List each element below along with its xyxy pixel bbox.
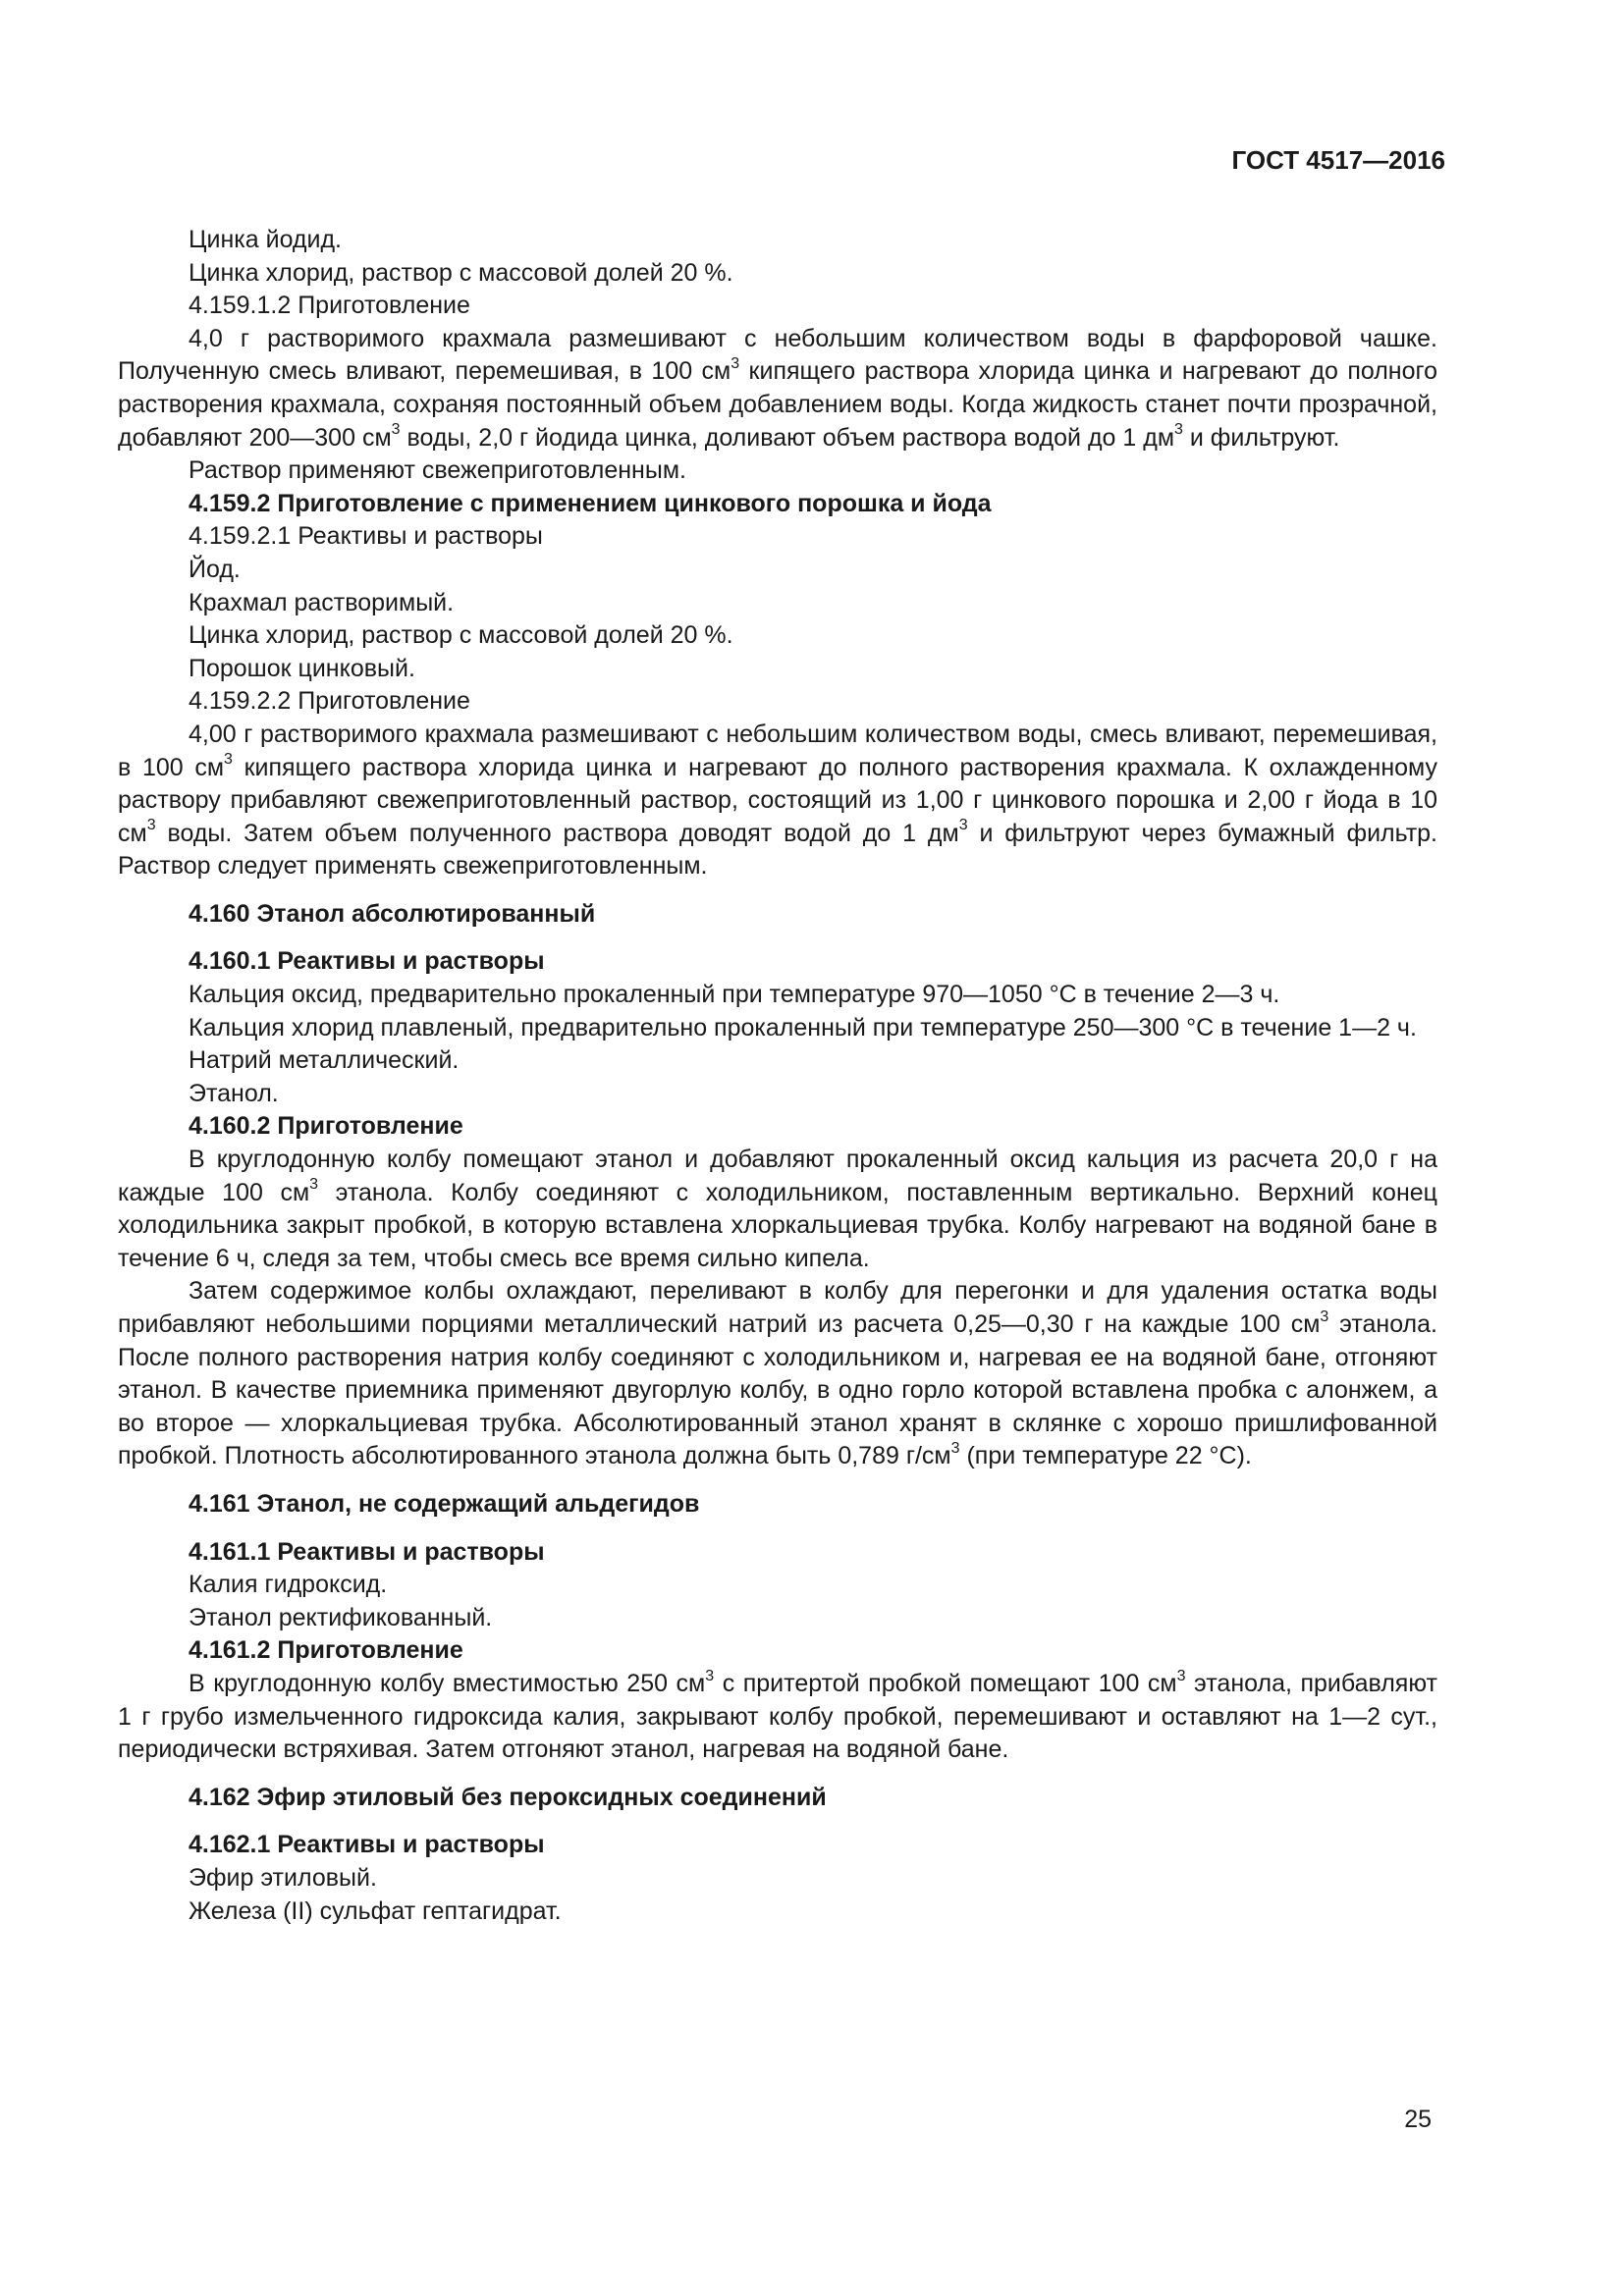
document-body <box>118 224 1437 1928</box>
text-line: Цинка хлорид, раствор с массовой долей 20 %. <box>189 258 733 287</box>
paragraph: В круглодонную колбу помещают этанол и добавляют прокаленный оксид кальция из расчета 20,0 г на каждые 100 $см^3$ этанола. Колбу соединяют с холодильником, поставленным вертикально. Верхний конец холодильника закрыт пробкой, в которую вставлена хлоркальциевая трубка. Колбу нагревают на водяной бане в течение 6 ч, следя за тем, чтобы смесь все время сильно кипела. <box>118 1146 1437 1272</box>
subsection-heading: 4.160.1 Реактивы и растворы <box>189 947 545 976</box>
paragraph: Затем содержимое колбы охлаждают, переливают в колбу для перегонки и для удаления остатка воды прибавляют небольшими порциями металлический натрий из расчета 0,25—0,30 г на каждые 100 $см^3$ этанола. После полного растворения натрия колбу соединяют с холодильником и, нагревая ее на водяной бане, отгоняют этанол. В качестве приемника применяют двугорлую колбу, в одно горло которой вставлена пробка с алонжем, а во второе — хлоркальциевая трубка. Абсолютированный этанол хранят в склянке с хорошо пришлифованной пробкой. Плотность абсолютированного этанола должна быть 0,789 $г/см^3$ (при температуре 22 °С). <box>118 1277 1437 1470</box>
document-code: ГОСТ 4517—2016 <box>1231 145 1445 175</box>
section-heading: 4.161 Этанол, не содержащий альдегидов <box>189 1489 700 1518</box>
text-line: Эфир этиловый. <box>189 1863 377 1892</box>
text-line: Порошок цинковый. <box>189 654 415 682</box>
text-line: Этанол ректификованный. <box>189 1603 493 1631</box>
text-line: Натрий металлический. <box>189 1046 460 1075</box>
page-number: 25 <box>1404 2106 1432 2133</box>
section-heading: 4.160 Этанол абсолютированный <box>189 899 596 928</box>
text-line: Цинка хлорид, раствор с массовой долей 20 %. <box>189 621 733 650</box>
text-line: Калия гидроксид. <box>189 1571 388 1599</box>
text-line: Железа (II) сульфат гептагидрат. <box>189 1896 562 1925</box>
paragraph: В круглодонную колбу вместимостью 250 $см^3$ с притертой пробкой помещают 100 $см^3$ этанола, прибавляют 1 г грубо измельченного гидроксида калия, закрывают колбу пробкой, перемешивают и оставляют на 1—2 сут., периодически встряхивая. Затем отгоняют этанол, нагревая на водяной бане. <box>118 1667 1438 1764</box>
text-line: Йод. <box>189 555 241 583</box>
text-line: Цинка йодид. <box>189 226 343 253</box>
subsection-heading: 4.162.1 Реактивы и растворы <box>189 1831 545 1859</box>
subsection-heading: 4.161.1 Реактивы и растворы <box>189 1537 545 1566</box>
text-line: Крахмал растворимый. <box>189 588 455 616</box>
text-line: Раствор применяют свежеприготовленным. <box>189 456 686 485</box>
section-heading: 4.162 Эфир этиловый без пероксидных соединений <box>189 1783 827 1811</box>
text-line: Кальция оксид, предварительно прокаленный при температуре 970—1050 °С в течение 2—3 ч. <box>189 981 1280 1009</box>
paragraph: 4,00 г растворимого крахмала размешивают с небольшим количеством воды, смесь вливают, перемешивая, в 100 $см^3$ кипящего раствора хлорида цинка и нагревают до полного растворения крахмала. К охлажденному раствору прибавляют свежеприготовленный раствор, состоящий из 1,00 г цинкового порошка и 2,00 г йода в 10 $см^3$ воды. Затем объем полученного раствора доводят водой до 1 $дм^3$ и фильтруют через бумажный фильтр. Раствор следует применять свежеприготовленным. <box>118 720 1437 881</box>
subsection-heading: 4.160.2 Приготовление <box>189 1112 463 1141</box>
paragraph: 4,0 г растворимого крахмала размешивают с небольшим количеством воды в фарфоровой чашке. Полученную смесь вливают, перемешивая, в 100 $см^3$ кипящего раствора хлорида цинка и нагревают до полного растворения крахмала, сохраняя постоянный объем добавлением воды. Когда жидкость станет почти прозрачной, добавляют 200—300 $см^3$ воды, 2,0 г йодида цинка, доливают объем раствора водой до 1 $дм^3$ и фильтруют. <box>118 324 1437 452</box>
subsection-heading: 4.159.1.2 Приготовление <box>189 292 470 320</box>
text-line: Этанол. <box>189 1079 279 1107</box>
subsection-heading: 4.159.2 Приготовление с применением цинкового порошка и йода <box>189 489 992 517</box>
subsection-heading: 4.159.2.2 Приготовление <box>189 687 470 716</box>
text-line: Кальция хлорид плавленый, предварительно прокаленный при температуре 250—300 °С в течение 1—2 ч. <box>189 1013 1417 1041</box>
subsection-heading: 4.161.2 Приготовление <box>189 1636 463 1665</box>
subsection-heading: 4.159.2.1 Реактивы и растворы <box>189 522 543 551</box>
